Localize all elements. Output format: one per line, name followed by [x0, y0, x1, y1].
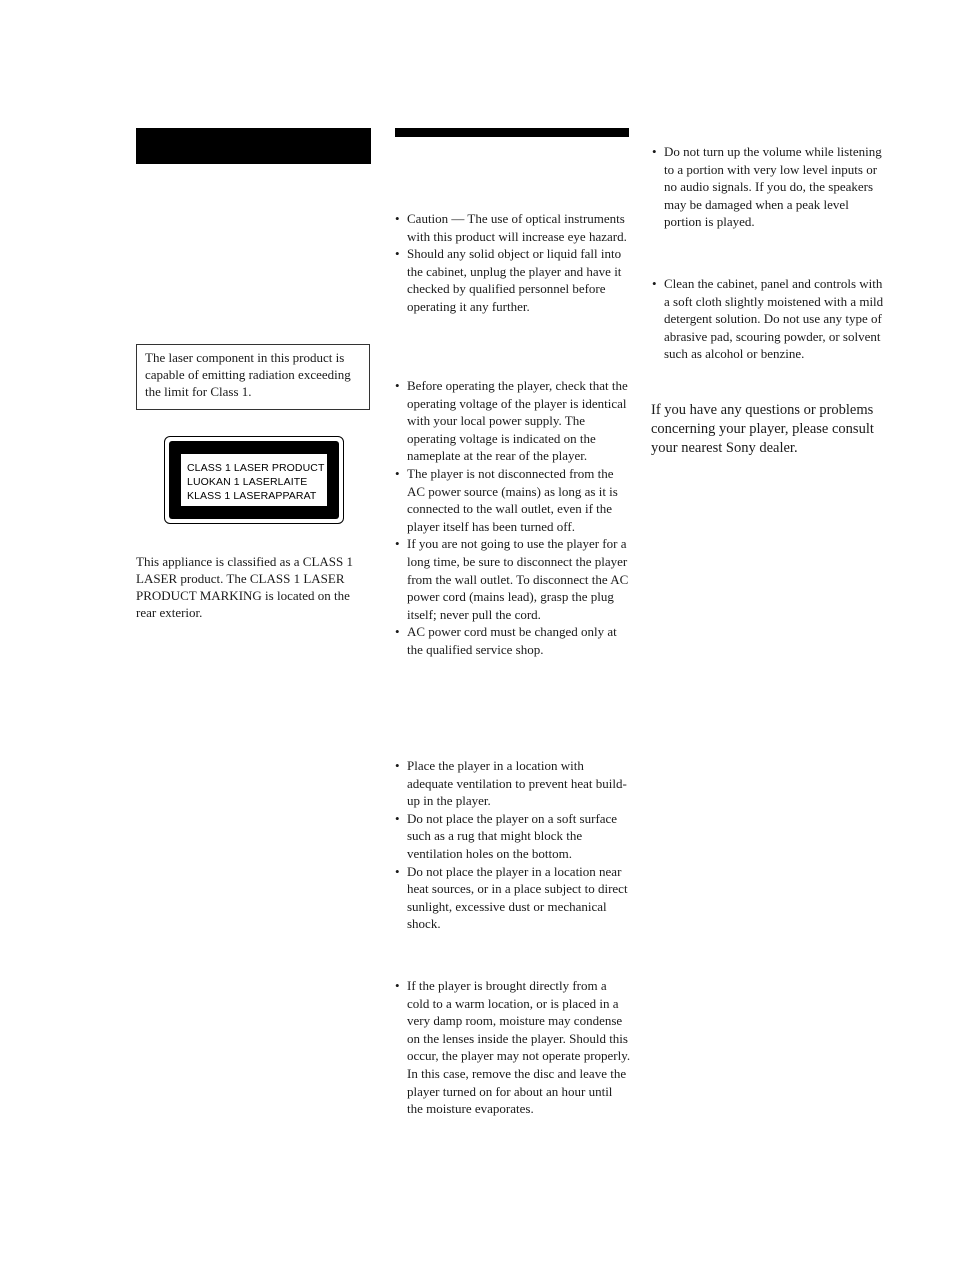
list-item: • Caution — The use of optical instruments with this product will increase eye hazard. [395, 210, 631, 245]
list-item: • Before operating the player, check that the operating voltage of the player is identical with your local power supply. The operating voltage is indicated on the nameplate at the rear of the player. [395, 377, 631, 465]
list-item: • Clean the cabinet, panel and controls with a soft cloth slightly moistened with a mild detergent solution. Do not use any type of abrasive pad, scouring powder, or solvent such as alcohol or benzine. [652, 275, 888, 363]
placement-list [395, 757, 631, 933]
middle-title-bar [395, 128, 629, 137]
laser-warning-box [136, 344, 370, 410]
power-list [395, 377, 631, 659]
list-item: • The player is not disconnected from the AC power source (mains) as long as it is connected to the wall outlet, even if the player itself has been turned off. [395, 465, 631, 535]
classification-note [136, 553, 370, 621]
laser-warning-text: The laser component in this product is capable of emitting radiation exceeding the limit for Class 1. [145, 350, 351, 399]
list-item: • If you are not going to use the player for a long time, be sure to disconnect the player from the wall outlet. To disconnect the AC power cord (mains lead), grasp the plug itself; never pull the cord. [395, 535, 631, 623]
condensation-list [395, 977, 631, 1118]
list-item: • Should any solid object or liquid fall into the cabinet, unplug the player and have it checked by qualified personnel before operating it any further. [395, 245, 631, 315]
list-item: • Do not turn up the volume while listening to a portion with very low level inputs or no audio signals. If you do, the speakers may be damaged when a peak level portion is played. [652, 143, 888, 231]
classification-text: This appliance is classified as a CLASS 1 LASER product. The CLASS 1 LASER PRODUCT MARKING is located on the rear exterior. [136, 554, 353, 620]
closing-note [651, 401, 881, 458]
cleaning-section [652, 275, 888, 363]
condensation-section [395, 977, 631, 1118]
list-item: • If the player is brought directly from a cold to a warm location, or is placed in a very damp room, moisture may condense on the lenses inside the player. Should this occur, the player may not operate properly. In this case, remove the disc and leave the player turned on for about an hour until the moisture evaporates. [395, 977, 631, 1118]
safety-list [395, 210, 631, 316]
placement-section [395, 757, 631, 933]
list-item: • Place the player in a location with adequate ventilation to prevent heat build-up in the player. [395, 757, 631, 810]
label-line: CLASS 1 LASER PRODUCT [187, 462, 325, 474]
safety-section [395, 210, 631, 316]
power-section [395, 377, 631, 659]
list-item: • Do not place the player on a soft surface such as a rug that might block the ventilation holes on the bottom. [395, 810, 631, 863]
label-line: KLASS 1 LASERAPPARAT [187, 490, 317, 502]
closing-text: If you have any questions or problems concerning your player, please consult your nearest Sony dealer. [651, 402, 874, 456]
class1-laser-label [164, 436, 344, 524]
left-title-bar [136, 128, 371, 164]
list-item: • Do not place the player in a location near heat sources, or in a place subject to direct sunlight, excessive dust or mechanical shock. [395, 863, 631, 933]
volume-section [652, 143, 888, 231]
cleaning-list [652, 275, 888, 363]
list-item: • AC power cord must be changed only at the qualified service shop. [395, 623, 631, 658]
label-text-panel [181, 454, 327, 506]
label-line: LUOKAN 1 LASERLAITE [187, 476, 308, 488]
label-black-frame [169, 441, 339, 519]
volume-list [652, 143, 888, 231]
